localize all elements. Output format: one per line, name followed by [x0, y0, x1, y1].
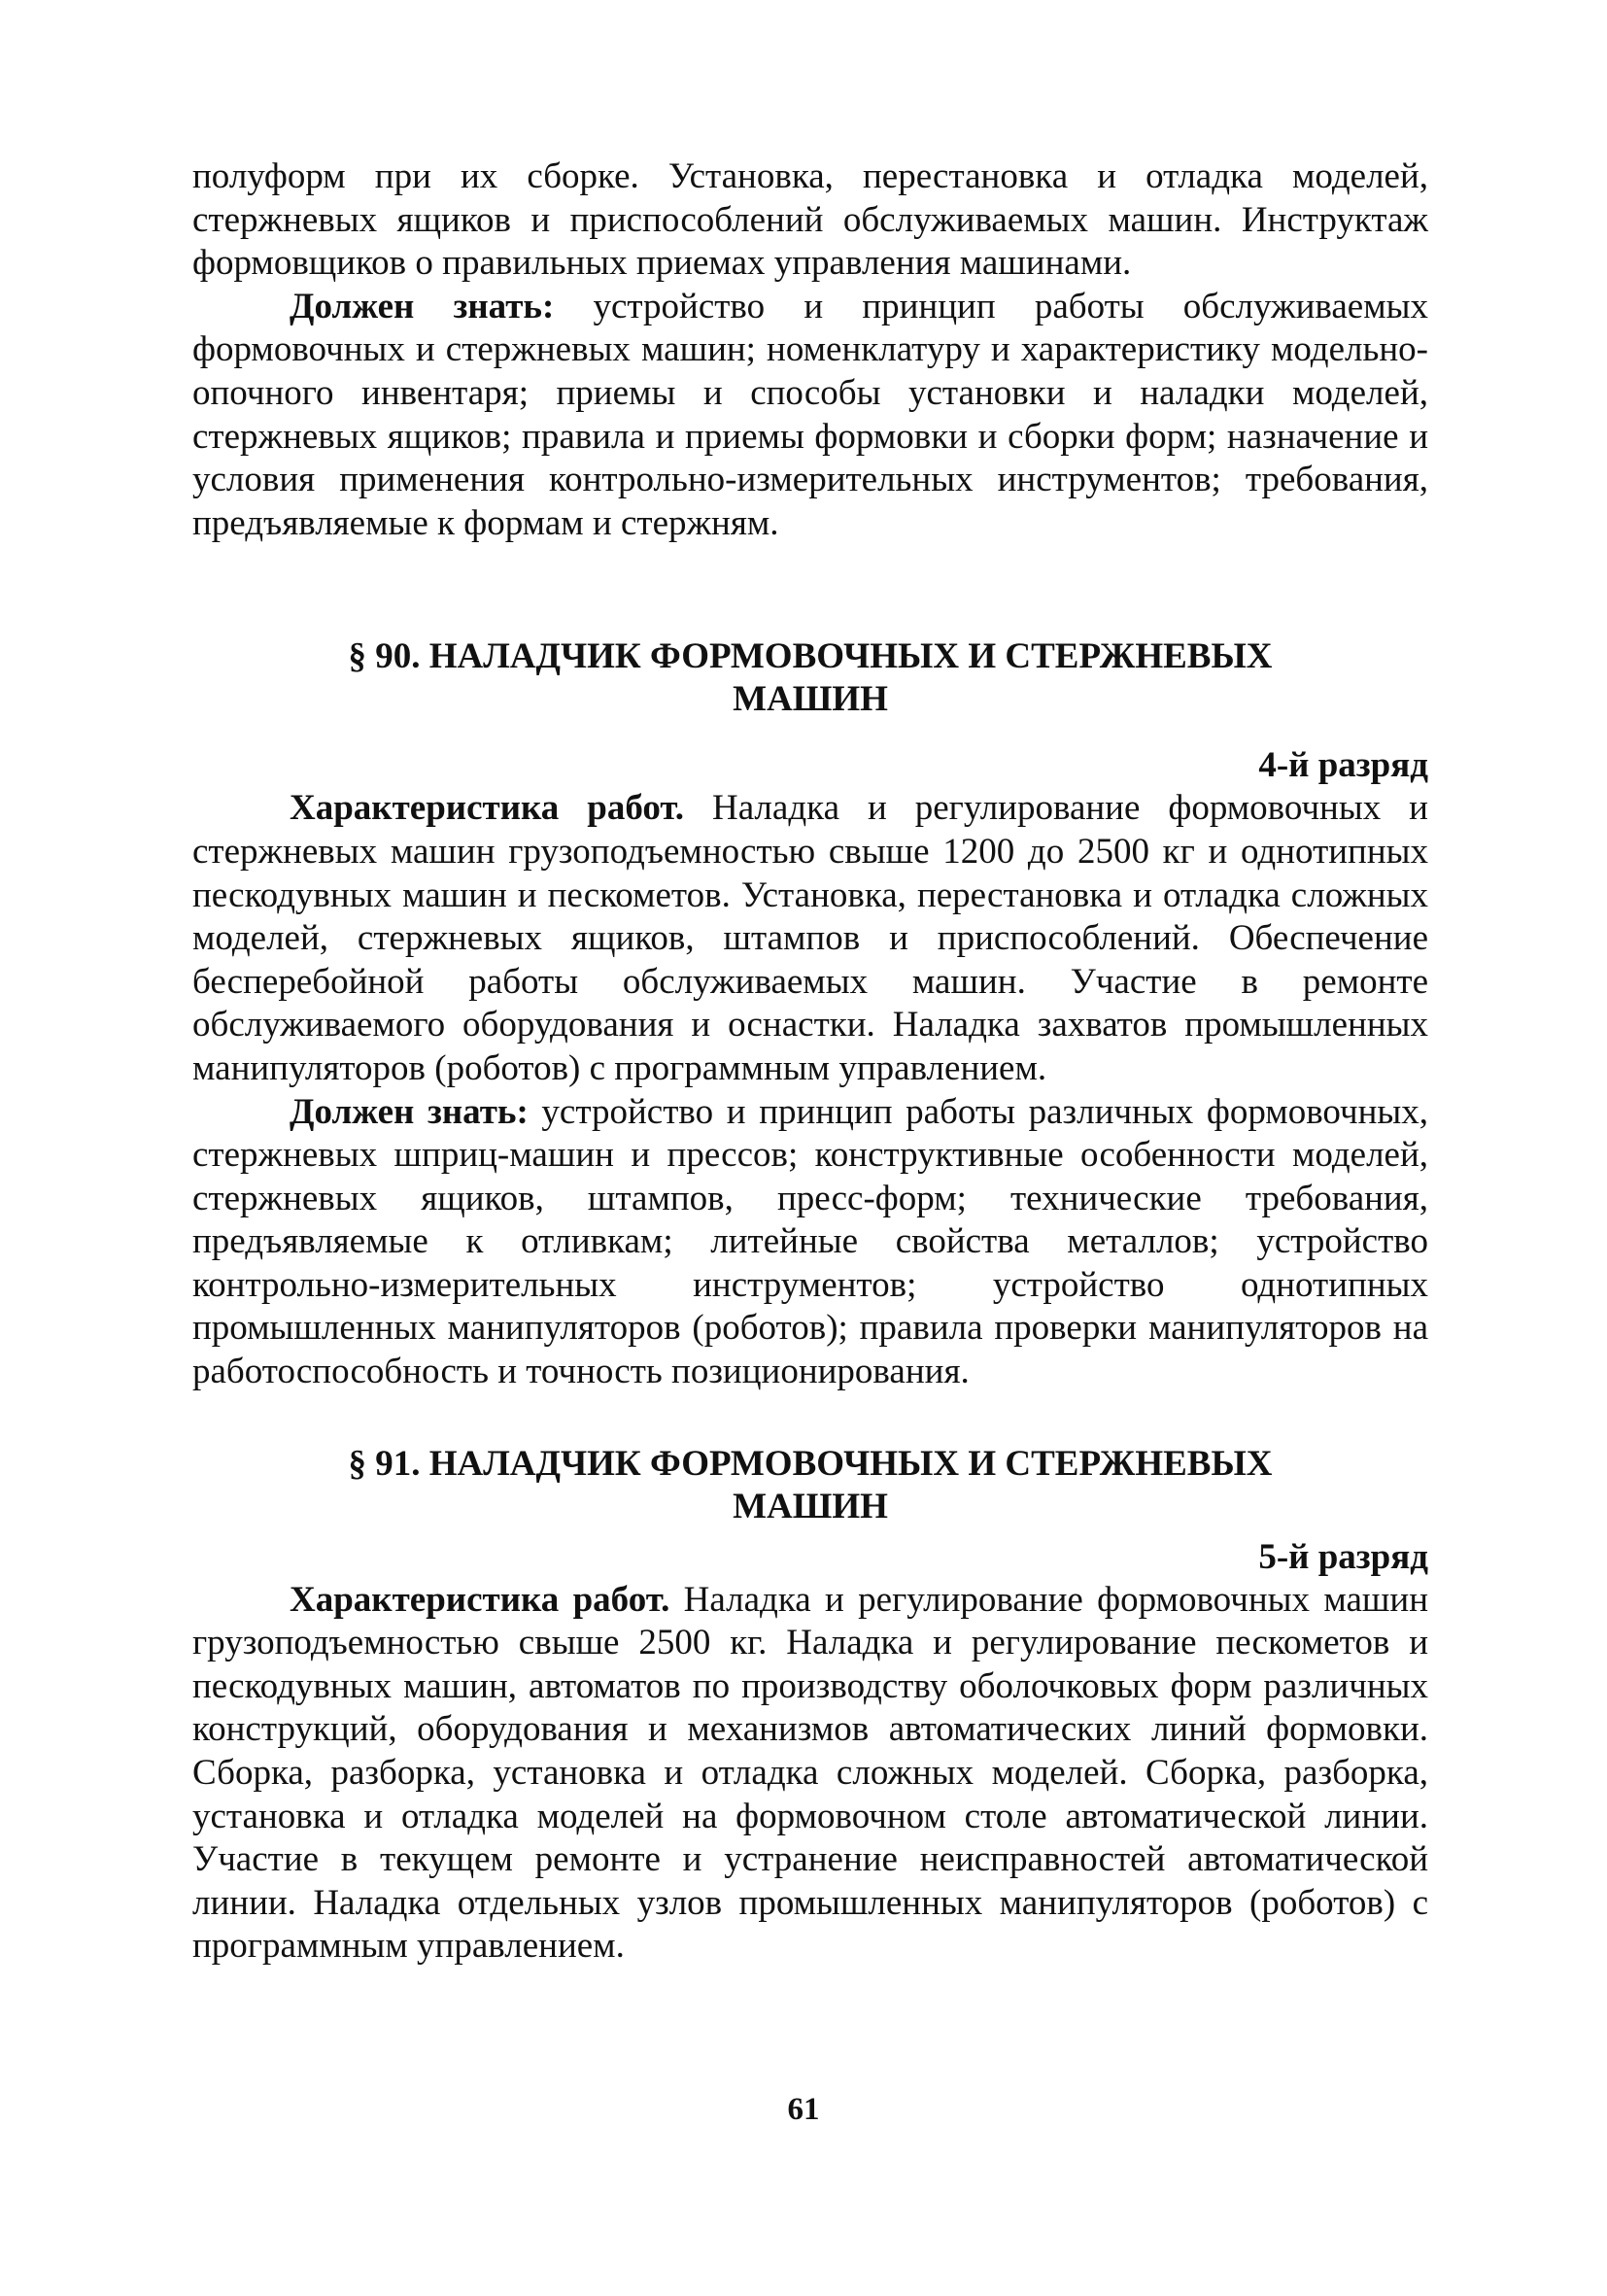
knowledge-text: устройство и принцип работы обслуживаемых формовочных и стержневых машин; номенклатуру и характеристику модельно-опочного инвентаря; приемы и способы установки и наладки моделей, стержневых ящиков; правила и приемы формовки и сборки форм; назначение и условия применения контрольно-измерительных инструментов; требования, предъявляемые к формам и стержням. — [192, 286, 1428, 543]
section-90-title-line1: § 90. НАЛАДЧИК ФОРМОВОЧНЫХ И СТЕРЖНЕВЫХ — [348, 636, 1273, 677]
section-90-work-paragraph — [192, 787, 1428, 1090]
section-91-title-line1: § 91. НАЛАДЧИК ФОРМОВОЧНЫХ И СТЕРЖНЕВЫХ — [348, 1443, 1273, 1484]
work-label: Характеристика работ. — [290, 788, 684, 829]
section-90-title-line2: МАШИН — [733, 679, 888, 720]
knowledge-label: Должен знать: — [290, 1091, 529, 1132]
knowledge-label: Должен знать: — [290, 286, 555, 326]
intro-continuation-paragraph: полуформ при их сборке. Установка, перестановка и отладка моделей, стержневых ящиков и приспособлений обслуживаемых машин. Инструктаж формовщиков о правильных приемах управления машинами. — [192, 156, 1428, 284]
section-90-knowledge-paragraph — [192, 1091, 1428, 1394]
work-label: Характеристика работ. — [290, 1579, 670, 1620]
intro-knowledge-paragraph — [192, 286, 1428, 546]
section-91-work-paragraph — [192, 1579, 1428, 1969]
page-number: 61 — [787, 2092, 820, 2127]
section-91-title-line2: МАШИН — [733, 1486, 888, 1526]
section-91-grade: 5-й разряд — [1258, 1536, 1428, 1577]
section-90-heading — [192, 635, 1428, 721]
section-91-heading — [192, 1443, 1428, 1528]
knowledge-text: устройство и принцип работы различных формовочных, стержневых шприц-машин и прессов; конструктивные особенности моделей, стержневых ящиков, штампов, пресс-форм; технические требования, предъявляемые к отливкам; литейные свойства металлов; устройство контрольно-измерительных инструментов; устройство однотипных промышленных манипуляторов (роботов); правила проверки манипуляторов на работоспособность и точность позиционирования. — [192, 1091, 1428, 1392]
section-90-grade: 4-й разряд — [1258, 745, 1428, 786]
work-text: Наладка и регулирование формовочных и стержневых машин грузоподъемностью свыше 1200 до 2500 кг и однотипных пескодувных машин и пескометов. Установка, перестановка и отладка сложных моделей, стержневых ящиков, штампов и приспособлений. Обеспечение бесперебойной работы обслуживаемых машин. Участие в ремонте обслуживаемого оборудования и оснастки. Наладка захватов промышленных манипуляторов (роботов) с программным управлением. — [192, 788, 1428, 1088]
work-text: Наладка и регулирование формовочных машин грузоподъемностью свыше 2500 кг. Наладка и регулирование пескометов и пескодувных машин, автоматов по производству оболочковых форм различных конструкций, оборудования и механизмов автоматических линий формовки. Сборка, разборка, установка и отладка сложных моделей. Сборка, разборка, установка и отладка моделей на формовочном столе автоматической линии. Участие в текущем ремонте и устранение неисправностей автоматической линии. Наладка отдельных узлов промышленных манипуляторов (роботов) с программным управлением. — [192, 1579, 1428, 1967]
document-page — [192, 155, 1428, 1969]
